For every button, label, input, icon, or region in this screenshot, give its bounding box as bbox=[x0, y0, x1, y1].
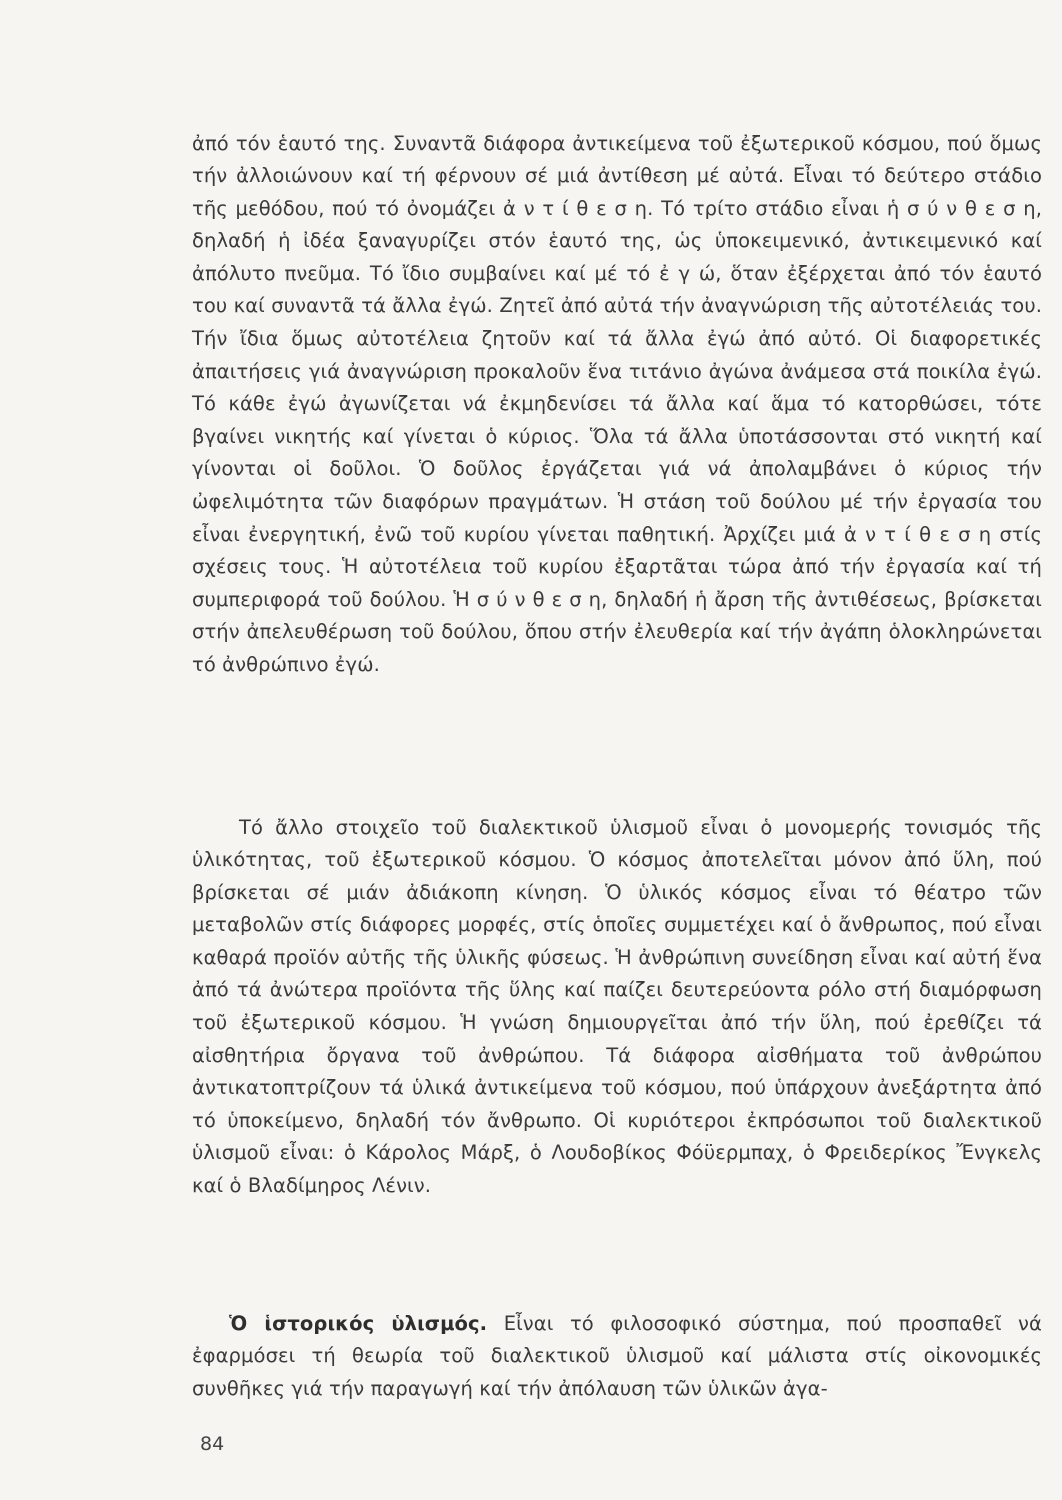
section-heading: Ὁ ἱστορικός ὑλισμός. bbox=[229, 1311, 488, 1335]
paragraph-3 bbox=[192, 1308, 1042, 1406]
paragraph-2: Τό ἄλλο στοιχεῖο τοῦ διαλεκτικοῦ ὑλισμοῦ εἶναι ὁ μονομερής τονισμός τῆς ὑλικότητας, τοῦ ἐξωτερικοῦ κόσμου. Ὁ κόσμος ἀποτελεῖται μόνον ἀπό ὕλη, πού βρίσκεται σέ μιάν ἀδιάκοπη κίνηση. Ὁ ὑλικός κόσμος εἶναι τό θέατρο τῶν μεταβολῶν στίς διάφορες μορφές, στίς ὁποῖες συμμετέχει καί ὁ ἄνθρωπος, πού εἶναι καθαρά προϊόν αὐτῆς τῆς ὑλικῆς φύσεως. Ἡ ἀνθρώπινη συνείδηση εἶναι καί αὐτή ἕνα ἀπό τά ἀνώτερα προϊόντα τῆς ὕλης καί παίζει δευτερεύοντα ρόλο στή διαμόρφωση τοῦ ἐξωτερικοῦ κόσμου. Ἡ γνώση δημιουργεῖται ἀπό τήν ὕλη, πού ἐρεθίζει τά αἰσθητήρια ὄργανα τοῦ ἀνθρώπου. Τά διάφορα αἰσθήματα τοῦ ἀνθρώπου ἀντικατοπτρίζουν τά ὑλικά ἀντικείμενα τοῦ κόσμου, πού ὑπάρχουν ἀνεξάρτητα ἀπό τό ὑποκείμενο, δηλαδή τόν ἄνθρωπο. Οἱ κυριότεροι ἐκπρόσωποι τοῦ διαλεκτικοῦ ὑλισμοῦ εἶναι: ὁ Κάρολος Μάρξ, ὁ Λουδοβίκος Φόϋερμπαχ, ὁ Φρειδερίκος Ἔνγκελς καί ὁ Βλαδίμηρος Λένιν. bbox=[192, 815, 1042, 1198]
page-number: 84 bbox=[200, 1433, 225, 1455]
paragraph-3-text: Εἶναι τό φιλοσοφικό σύστημα, πού προσπαθεῖ νά ἐφαρμόσει τή θεωρία τοῦ διαλεκτικοῦ ὑλισμοῦ καί μάλιστα στίς οἰκονομικές συνθῆκες γιά τήν παραγωγή καί τήν ἀπόλαυση τῶν ὑλικῶν ἀγα- bbox=[192, 1311, 1042, 1400]
paragraph-1: ἀπό τόν ἑαυτό της. Συναντᾶ διάφορα ἀντικείμενα τοῦ ἐξωτερικοῦ κόσμου, πού ὅμως τήν ἀλλοιώνουν καί τή φέρνουν σέ μιά ἀντίθεση μέ αὐτά. Εἶναι τό δεύτερο στάδιο τῆς μεθόδου, πού τό ὀνομάζει ἀ ν τ ί θ ε σ η. Τό τρίτο στάδιο εἶναι ἡ σ ύ ν θ ε σ η, δηλαδή ἡ ἰδέα ξαναγυρίζει στόν ἑαυτό της, ὡς ὑποκειμενικό, ἀντικειμενικό καί ἀπόλυτο πνεῦμα. Τό ἴδιο συμβαίνει καί μέ τό ἐ γ ώ, ὅταν ἐξέρχεται ἀπό τόν ἑαυτό του καί συναντᾶ τά ἄλλα ἐγώ. Ζητεῖ ἀπό αὐτά τήν ἀναγνώριση τῆς αὐτοτέλειάς του. Τήν ἴδια ὅμως αὐτοτέλεια ζητοῦν καί τά ἄλλα ἐγώ ἀπό αὐτό. Οἱ διαφορετικές ἀπαιτήσεις γιά ἀναγνώριση προκαλοῦν ἕνα τιτάνιο ἀγώνα ἀνάμεσα στά ποικίλα ἐγώ. Τό κάθε ἐγώ ἀγωνίζεται νά ἐκμηδενίσει τά ἄλλα καί ἅμα τό κατορθώσει, τότε βγαίνει νικητής καί γίνεται ὁ κύριος. Ὅλα τά ἄλλα ὑποτάσσονται στό νικητή καί γίνονται οἱ δοῦλοι. Ὁ δοῦλος ἐργάζεται γιά νά ἀπολαμβάνει ὁ κύριος τήν ὠφελιμότητα τῶν διαφόρων πραγμάτων. Ἡ στάση τοῦ δούλου μέ τήν ἐργασία του εἶναι ἐνεργητική, ἐνῶ τοῦ κυρίου γίνεται παθητική. Ἀρχίζει μιά ἀ ν τ ί θ ε σ η στίς σχέσεις τους. Ἡ αὐτοτέλεια τοῦ κυρίου ἐξαρτᾶται τώρα ἀπό τήν ἐργασία καί τή συμπεριφορά τοῦ δούλου. Ἡ σ ύ ν θ ε σ η, δηλαδή ἡ ἄρση τῆς ἀντιθέσεως, βρίσκεται στήν ἀπελευθέρωση τοῦ δούλου, ὅπου στήν ἐλευθερία καί τήν ἀγάπη ὁλοκληρώνεται τό ἀνθρώπινο ἐγώ. bbox=[192, 131, 1042, 676]
